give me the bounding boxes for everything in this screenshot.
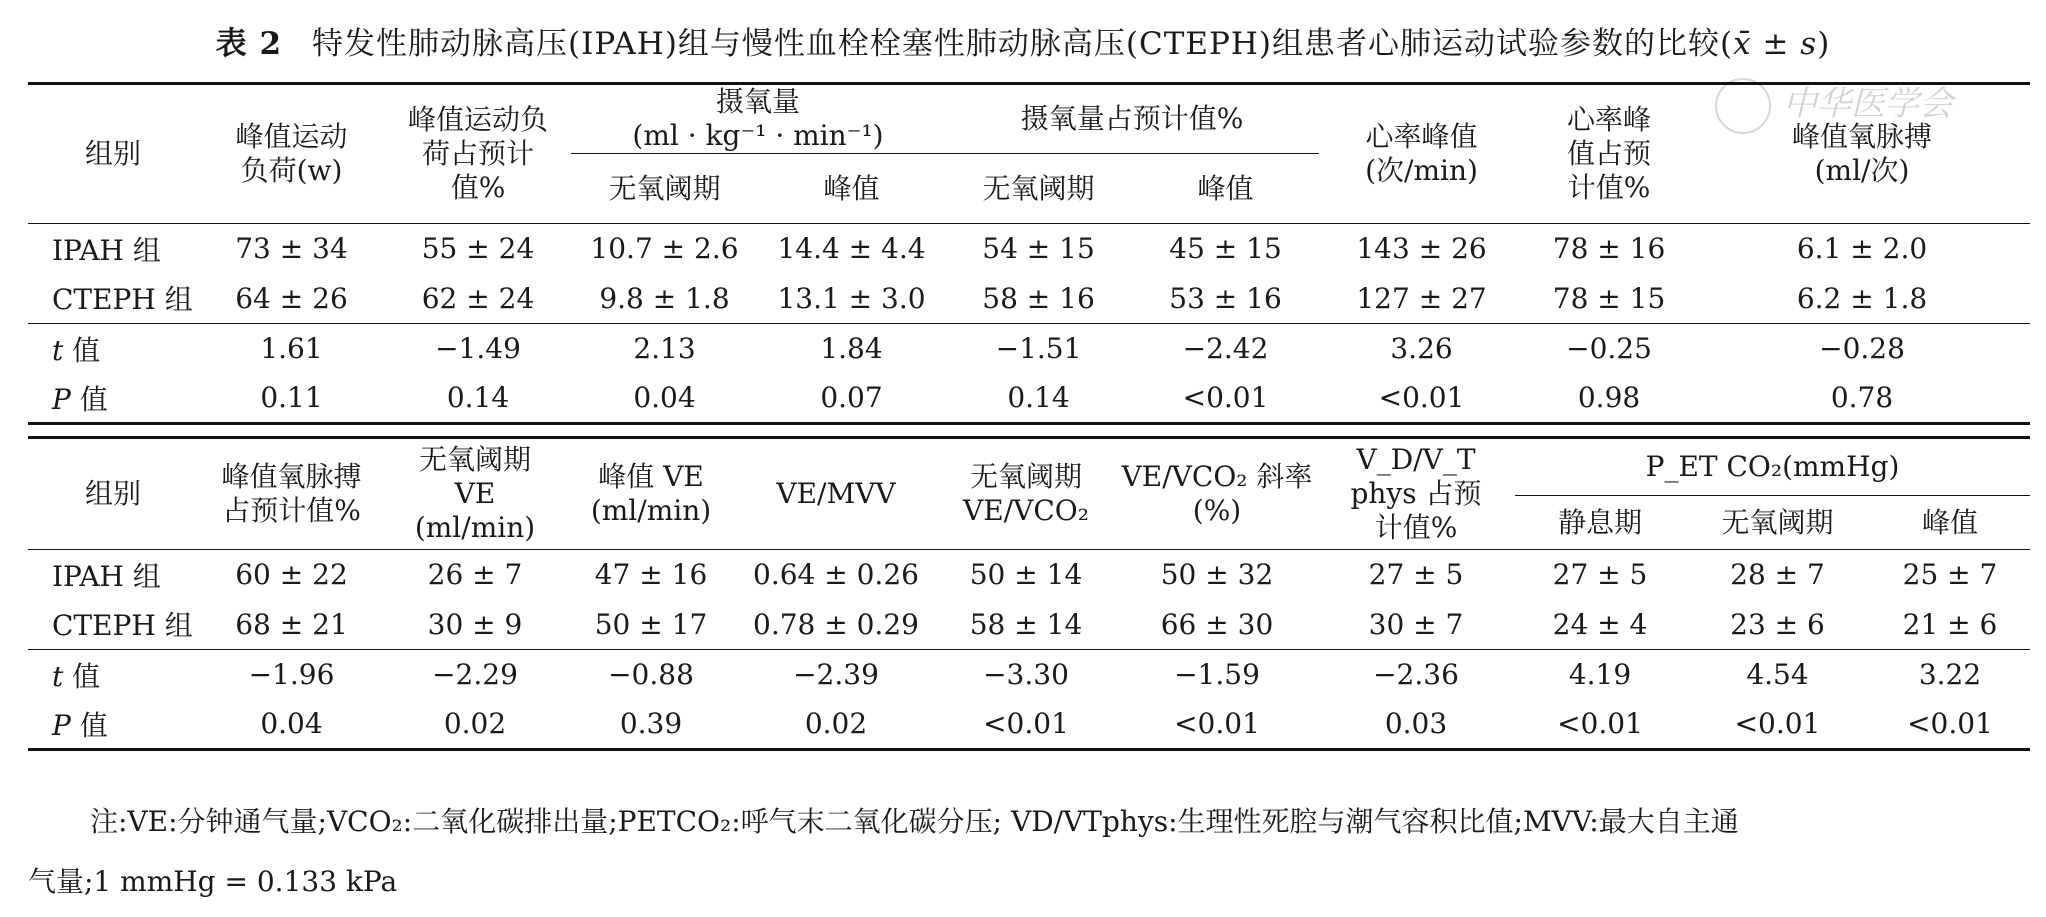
t1-header-peak-load — [198, 84, 385, 224]
cell: 0.04 — [571, 374, 758, 424]
t2-header-ve-at — [385, 438, 565, 550]
cell: −1.59 — [1174, 658, 1260, 692]
t1-header-vo2-pct: 摄氧量占预计值% — [945, 84, 1319, 154]
t1-header-o2pulse-unit: (ml/次) — [1814, 154, 1910, 187]
table-row — [28, 550, 2030, 600]
cell: 0.78 — [1694, 374, 2030, 424]
row-group — [28, 374, 198, 424]
cell: −0.25 — [1566, 332, 1652, 366]
cell: 30 ± 7 — [1317, 600, 1515, 650]
table-note — [28, 792, 2028, 912]
cell: 0.04 — [260, 707, 323, 741]
cell: <0.01 — [1557, 707, 1643, 741]
cell: 47 ± 16 — [565, 550, 737, 600]
cell: −0.88 — [608, 658, 694, 692]
t1-header-hr-pct — [1524, 84, 1694, 224]
t2-header-petco2-rest: 静息期 — [1515, 496, 1685, 550]
cell: −2.42 — [1182, 332, 1269, 366]
cell: 0.64 ± 0.26 — [737, 550, 935, 600]
cell: 4.19 — [1568, 658, 1632, 692]
table-number: 表 2 — [215, 26, 283, 62]
cell: 45 ± 15 — [1132, 224, 1319, 274]
cell: <0.01 — [1734, 707, 1821, 741]
cell: 55 ± 24 — [385, 224, 571, 274]
caption-statistic: x̄ ± s — [1733, 26, 1818, 62]
cell: 62 ± 24 — [385, 274, 571, 324]
t1-header-peak-load-pct-text: 峰值运动负荷占预计值% — [408, 103, 549, 204]
stat-symbol: P — [52, 382, 71, 416]
cell: 28 ± 7 — [1685, 550, 1870, 600]
cell: 50 ± 17 — [565, 600, 737, 650]
t2-header-slope-text: VE/VCO₂ 斜率 — [1121, 460, 1313, 493]
cell: 60 ± 22 — [198, 550, 385, 600]
cell: 9.8 ± 1.8 — [571, 274, 758, 324]
row-group: CTEPH 组 — [28, 600, 198, 650]
table-title: 特发性肺动脉高压(IPAH)组与慢性血栓栓塞性肺动脉高压(CTEPH)组患者心肺运动试验参数的比较( — [312, 26, 1734, 62]
t2-header-group: 组别 — [84, 477, 141, 510]
t1-header-vo2-at: 无氧阈期 — [571, 154, 758, 224]
t1-header-group: 组别 — [84, 137, 141, 170]
t1-header-hr-pct-text: 心率峰值占预计值% — [1567, 103, 1652, 204]
cell: 0.14 — [385, 374, 571, 424]
cell: 0.11 — [198, 374, 385, 424]
t1-header-peak-load-pct — [385, 84, 571, 224]
cell: −1.51 — [995, 332, 1082, 366]
cell: 6.2 ± 1.8 — [1694, 274, 2030, 324]
caption-close: ) — [1817, 26, 1831, 62]
cell: 50 ± 32 — [1117, 550, 1317, 600]
cell: −2.29 — [432, 658, 518, 692]
cell: 3.26 — [1390, 332, 1453, 366]
cell: 6.1 ± 2.0 — [1694, 224, 2030, 274]
cell: 0.98 — [1524, 374, 1694, 424]
cell: 27 ± 5 — [1515, 550, 1685, 600]
t1-header-hr-peak — [1319, 84, 1524, 224]
cell: 0.02 — [804, 707, 868, 741]
cell: 21 ± 6 — [1870, 600, 2030, 650]
note-line-1: 注:VE:分钟通气量;VCO₂:二氧化碳排出量;PETCO₂:呼气末二氧化碳分压; VD/VTphys:生理性死腔与潮气容积比值;MVV:最大自主通 — [90, 805, 1739, 838]
t1-header-hr-peak-unit: (次/min) — [1365, 154, 1478, 187]
t1-header-peak-load-text: 峰值运动负荷(w) — [235, 120, 348, 187]
stat-suffix: 值 — [72, 333, 101, 367]
t1-header-vo2 — [571, 84, 945, 154]
cell: <0.01 — [1174, 707, 1260, 741]
cell: −1.96 — [248, 658, 335, 692]
cell: 58 ± 16 — [945, 274, 1132, 324]
cell: −0.28 — [1819, 332, 1905, 366]
table-row — [28, 374, 2030, 424]
cell: 66 ± 30 — [1117, 600, 1317, 650]
t1-header-hr-peak-text: 心率峰值 — [1365, 120, 1478, 153]
table-row — [28, 600, 2030, 650]
cell: −2.36 — [1373, 658, 1459, 692]
t2-header-o2pulse-pct — [198, 438, 385, 550]
table-row — [28, 224, 2030, 274]
t2-header-ve-peak — [565, 438, 737, 550]
cell: 26 ± 7 — [385, 550, 565, 600]
cell: 1.61 — [260, 332, 323, 366]
row-group: IPAH 组 — [28, 224, 198, 274]
t2-header-ve-peak-unit: (ml/min) — [590, 494, 712, 527]
t2-header-ve-at-text: 无氧阈期VE — [418, 443, 531, 510]
cell: −2.39 — [793, 658, 879, 692]
table-caption — [0, 18, 2046, 63]
cell: 23 ± 6 — [1685, 600, 1870, 650]
cell: 24 ± 4 — [1515, 600, 1685, 650]
cell: 53 ± 16 — [1132, 274, 1319, 324]
table-row — [28, 324, 2030, 374]
t2-header-vdvt-head: V_D/V_T — [1356, 443, 1476, 476]
t1-header-o2pulse-text: 峰值氧脉搏 — [1792, 120, 1933, 153]
t2-header-ve-mvv: VE/MVV — [776, 477, 896, 510]
table-part-2 — [28, 436, 2030, 751]
t2-header-ve-at-unit: (ml/min) — [414, 511, 536, 544]
cell: <0.01 — [1319, 374, 1524, 424]
t2-header-ve-vco2-at — [935, 438, 1117, 550]
t1-header-vo2-unit: (ml · kg⁻¹ · min⁻¹) — [632, 119, 884, 152]
cell: 10.7 ± 2.6 — [571, 224, 758, 274]
stat-suffix: 值 — [72, 659, 101, 693]
t2-header-slope — [1117, 438, 1317, 550]
stat-suffix: 值 — [79, 708, 108, 742]
stat-suffix: 值 — [79, 382, 108, 416]
cell: −1.49 — [435, 332, 521, 366]
cell: 78 ± 16 — [1524, 224, 1694, 274]
cell: 30 ± 9 — [385, 600, 565, 650]
cell: 78 ± 15 — [1524, 274, 1694, 324]
cell: 0.03 — [1384, 707, 1448, 741]
cell: 0.78 ± 0.29 — [737, 600, 935, 650]
cell: 64 ± 26 — [198, 274, 385, 324]
stat-symbol: P — [52, 708, 71, 742]
cell: 143 ± 26 — [1319, 224, 1524, 274]
t1-header-vo2pct-peak: 峰值 — [1132, 154, 1319, 224]
row-group — [28, 650, 198, 700]
watermark-text: 中华医学会 — [1783, 84, 1953, 124]
cell: 1.84 — [820, 332, 883, 366]
cell: 27 ± 5 — [1317, 550, 1515, 600]
cell: 0.07 — [758, 374, 945, 424]
cell: 54 ± 15 — [945, 224, 1132, 274]
t2-header-o2pulse-pct-text: 峰值氧脉搏占预计值% — [221, 460, 362, 527]
cell: 58 ± 14 — [935, 600, 1117, 650]
t1-header-vo2-text: 摄氧量 — [716, 85, 801, 118]
t1-header-o2pulse — [1694, 84, 2030, 224]
row-group: IPAH 组 — [28, 550, 198, 600]
cell: 73 ± 34 — [198, 224, 385, 274]
stat-symbol: t — [52, 659, 64, 693]
t1-header-vo2-peak: 峰值 — [758, 154, 945, 224]
cell: 3.22 — [1918, 658, 1982, 692]
t2-header-vdvt — [1317, 438, 1515, 550]
cell: 14.4 ± 4.4 — [758, 224, 945, 274]
cell: −3.30 — [983, 658, 1069, 692]
t2-header-petco2-at: 无氧阈期 — [1685, 496, 1870, 550]
stat-symbol: t — [52, 333, 64, 367]
table-row — [28, 274, 2030, 324]
cell: <0.01 — [1907, 707, 1993, 741]
cell: 0.39 — [619, 707, 683, 741]
row-group: CTEPH 组 — [28, 274, 198, 324]
t2-header-ve-vco2-at-text: 无氧阈期VE/VCO₂ — [963, 460, 1089, 527]
cell: 127 ± 27 — [1319, 274, 1524, 324]
cell: 13.1 ± 3.0 — [758, 274, 945, 324]
row-group — [28, 324, 198, 374]
table-row — [28, 700, 2030, 750]
cell: 0.14 — [945, 374, 1132, 424]
table-row — [28, 650, 2030, 700]
t1-header-vo2pct-at: 无氧阈期 — [945, 154, 1132, 224]
note-line-2: 气量;1 mmHg = 0.133 kPa — [28, 865, 398, 898]
cell: 4.54 — [1746, 658, 1809, 692]
cell: 25 ± 7 — [1870, 550, 2030, 600]
t2-header-ve-peak-text: 峰值 VE — [598, 460, 704, 493]
cell: 2.13 — [633, 332, 696, 366]
row-group — [28, 700, 198, 750]
t2-header-petco2-peak: 峰值 — [1870, 496, 2030, 550]
t2-header-vdvt-tail: phys 占预计值% — [1350, 477, 1482, 544]
table-part-1 — [28, 82, 2030, 425]
cell: 50 ± 14 — [935, 550, 1117, 600]
cell: 0.02 — [443, 707, 507, 741]
cell: <0.01 — [983, 707, 1069, 741]
t2-header-slope-unit: (%) — [1192, 494, 1242, 527]
t2-header-petco2: P_ET CO₂(mmHg) — [1515, 438, 2030, 496]
cell: <0.01 — [1132, 374, 1319, 424]
cell: 68 ± 21 — [198, 600, 385, 650]
